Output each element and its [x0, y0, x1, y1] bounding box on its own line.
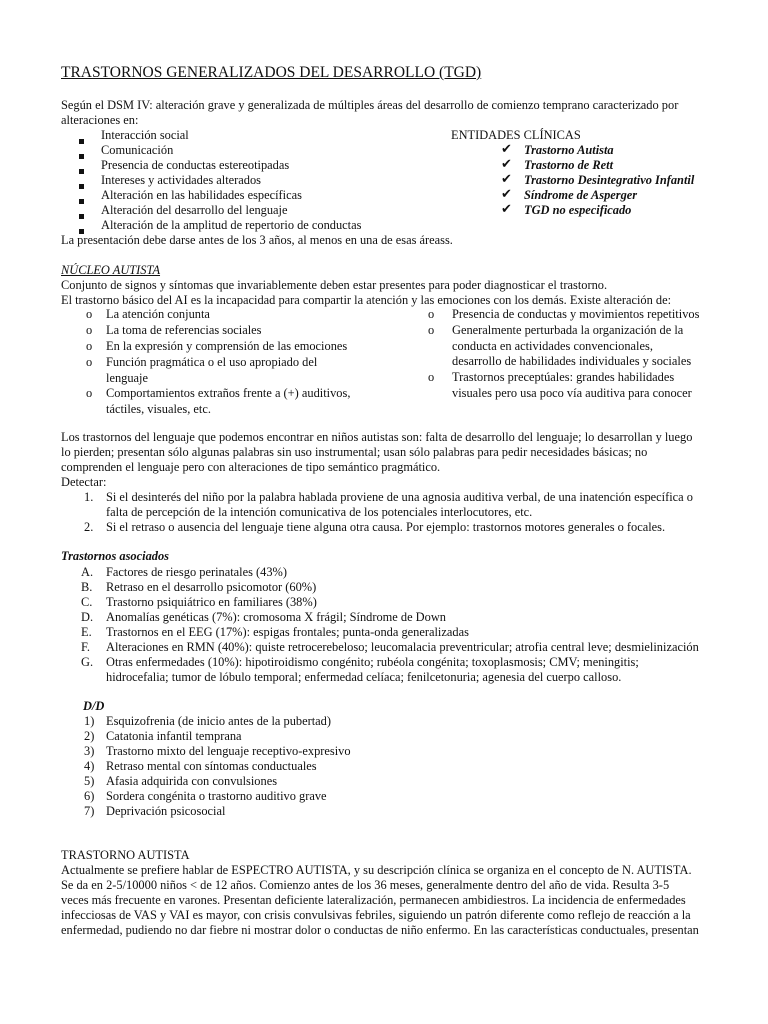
square-bullet-icon — [79, 193, 84, 208]
list-number: 4) — [84, 759, 95, 773]
list-item: Alteraciones en RMN (40%): quiste retrocerebeloso; leucomalacia preventricular; atrofia central leve; desmielinización — [106, 640, 699, 654]
check-icon: ✔ — [501, 157, 512, 172]
list-item: Presencia de conductas estereotipadas — [101, 158, 290, 172]
nucleo-line: El trastorno básico del AI es la incapacidad para compartir la atención y las emociones con los demás. Existe alteración de: — [61, 293, 672, 307]
entidad-item: Síndrome de Asperger — [524, 188, 638, 202]
list-item: Alteración de la amplitud de repertorio de conductas — [101, 218, 362, 232]
list-item: Trastornos en el EEG (17%): espigas frontales; punta-onda generalizadas — [106, 625, 469, 639]
list-number: 6) — [84, 789, 95, 803]
list-number: 1) — [84, 714, 95, 728]
list-item: Trastorno psiquiátrico en familiares (38%) — [106, 595, 317, 609]
list-item: Anomalías genéticas (7%): cromosoma X frágil; Síndrome de Down — [106, 610, 446, 624]
list-item-continuation: táctiles, visuales, etc. — [106, 402, 211, 416]
check-icon: ✔ — [501, 142, 512, 157]
square-bullet-icon — [79, 178, 84, 193]
lenguaje-line: lo pierden; presentan sólo algunas palabras sin uso instrumental; usan sólo palabras para pedir necesidades básicas; no — [61, 445, 648, 459]
list-item: Presencia de conductas y movimientos repetitivos — [452, 307, 700, 321]
list-item: Si el desinterés del niño por la palabra hablada proviene de una agnosia auditiva verbal, de una inatención específica o — [106, 490, 693, 504]
circle-bullet-icon: o — [86, 355, 93, 369]
list-item: Sordera congénita o trastorno auditivo grave — [106, 789, 327, 803]
detectar-label: Detectar: — [61, 475, 107, 489]
list-item: Intereses y actividades alterados — [101, 173, 261, 187]
list-letter: A. — [81, 565, 94, 579]
intro-line: Según el DSM IV: alteración grave y generalizada de múltiples áreas del desarrollo de comienzo temprano caracterizado por — [61, 98, 679, 112]
list-item: Alteración en las habilidades específicas — [101, 188, 302, 202]
list-item: Catatonia infantil temprana — [106, 729, 242, 743]
list-item: Trastornos preceptúales: grandes habilidades — [452, 370, 675, 384]
lenguaje-line: comprenden el lenguaje pero con alteraciones de tipo semántico pragmático. — [61, 460, 441, 474]
list-item: Comunicación — [101, 143, 174, 157]
list-item: En la expresión y comprensión de las emociones — [106, 339, 348, 353]
circle-bullet-icon: o — [86, 323, 93, 337]
list-item: La toma de referencias sociales — [106, 323, 262, 337]
list-item: Función pragmática o el uso apropiado del — [106, 355, 318, 369]
list-item: Comportamientos extraños frente a (+) auditivos, — [106, 386, 351, 400]
square-bullet-icon — [79, 133, 84, 148]
list-item-continuation: falta de percepción de la intención comunicativa de los potenciales interlocutores, etc. — [106, 505, 533, 519]
circle-bullet-icon: o — [86, 339, 93, 353]
circle-bullet-icon: o — [428, 370, 435, 384]
list-item: Otras enfermedades (10%): hipotiroidismo congénito; rubéola congénita; toxoplasmosis; CMV; meningitis; — [106, 655, 639, 669]
list-number: 3) — [84, 744, 95, 758]
autista-heading: TRASTORNO AUTISTA — [61, 848, 190, 862]
nucleo-line: Conjunto de signos y síntomas que invariablemente deben estar presentes para poder diagnosticar el trastorno. — [61, 278, 608, 292]
circle-bullet-icon: o — [86, 386, 93, 400]
list-number: 5) — [84, 774, 95, 788]
square-bullet-icon — [79, 208, 84, 223]
autista-line: infecciosas de VAS y VAI es mayor, con crisis convulsivas febriles, siguiendo un patrón diferente como reflejo de reacción a la — [61, 908, 691, 922]
list-item: Afasia adquirida con convulsiones — [106, 774, 278, 788]
square-bullet-icon — [79, 163, 84, 178]
list-item: La atención conjunta — [106, 307, 210, 321]
autista-line: enfermedad, pudiendo no dar fiebre ni mostrar dolor o conductas de niño enfermo. En las características conductuales, presentan — [61, 923, 699, 937]
entidad-item: Trastorno de Rett — [524, 158, 614, 172]
list-item-continuation: hidrocefalia; tumor de lóbulo temporal; enfermedad celíaca; fenilcetonuria; agenesia del cuerpo calloso. — [106, 670, 622, 684]
square-bullet-icon — [79, 148, 84, 163]
list-letter: C. — [81, 595, 93, 609]
list-item-continuation: visuales pero usa poco vía auditiva para conocer — [452, 386, 692, 400]
list-item-continuation: lenguaje — [106, 371, 148, 385]
list-item: Deprivación psicosocial — [106, 804, 226, 818]
entidades-heading: ENTIDADES CLÍNICAS — [451, 128, 581, 142]
list-letter: E. — [81, 625, 92, 639]
list-item: Si el retraso o ausencia del lenguaje tiene alguna otra causa. Por ejemplo: trastornos motores generales o focales. — [106, 520, 666, 534]
asociados-heading: Trastornos asociados — [61, 549, 169, 563]
list-number: 2) — [84, 729, 95, 743]
autista-line: Actualmente se prefiere hablar de ESPECTRO AUTISTA, y su descripción clínica se organiza en el concepto de N. AUTISTA. — [61, 863, 692, 877]
autista-line: Se da en 2-5/10000 niños < de 12 años. Comienzo antes de los 36 meses, generalmente dentro del año de vida. Resulta 3-5 — [61, 878, 670, 892]
intro-line: alteraciones en: — [61, 113, 139, 127]
list-letter: D. — [81, 610, 94, 624]
check-icon: ✔ — [501, 172, 512, 187]
list-letter: B. — [81, 580, 93, 594]
autista-line: veces más frecuente en varones. Presentan deficiente lateralización, permanecen ambidiestros. La incidencia de enfermedades — [61, 893, 686, 907]
entidad-item: Trastorno Autista — [524, 143, 614, 157]
circle-bullet-icon: o — [86, 307, 93, 321]
list-item-continuation: desarrollo de habilidades individuales y sociales — [452, 354, 692, 368]
presentation-note: La presentación debe darse antes de los 3 años, al menos en una de esas áreass. — [61, 233, 453, 247]
list-item: Trastorno mixto del lenguaje receptivo-expresivo — [106, 744, 351, 758]
list-item: Esquizofrenia (de inicio antes de la pubertad) — [106, 714, 332, 728]
circle-bullet-icon: o — [428, 307, 435, 321]
list-item: Alteración del desarrollo del lenguaje — [101, 203, 288, 217]
entidad-item: TGD no especificado — [524, 203, 632, 217]
lenguaje-line: Los trastornos del lenguaje que podemos encontrar en niños autistas son: falta de desarrollo del lenguaje; lo desarrollan y luego — [61, 430, 693, 444]
nucleo-heading: NÚCLEO AUTISTA — [61, 263, 161, 277]
list-letter: F. — [81, 640, 90, 654]
list-number: 2. — [84, 520, 94, 534]
list-item: Retraso mental con síntomas conductuales — [106, 759, 317, 773]
dd-heading: D/D — [83, 699, 105, 713]
check-icon: ✔ — [501, 187, 512, 202]
entidad-item: Trastorno Desintegrativo Infantil — [524, 173, 695, 187]
list-number: 1. — [84, 490, 94, 504]
circle-bullet-icon: o — [428, 323, 435, 337]
check-icon: ✔ — [501, 202, 512, 217]
list-letter: G. — [81, 655, 94, 669]
list-item: Factores de riesgo perinatales (43%) — [106, 565, 287, 579]
list-number: 7) — [84, 804, 95, 818]
list-item-continuation: conducta en actividades convencionales, — [452, 339, 653, 353]
page-title: TRASTORNOS GENERALIZADOS DEL DESARROLLO (TGD) — [61, 64, 482, 81]
list-item: Generalmente perturbada la organización de la — [452, 323, 684, 337]
list-item: Interacción social — [101, 128, 189, 142]
list-item: Retraso en el desarrollo psicomotor (60%) — [106, 580, 317, 594]
